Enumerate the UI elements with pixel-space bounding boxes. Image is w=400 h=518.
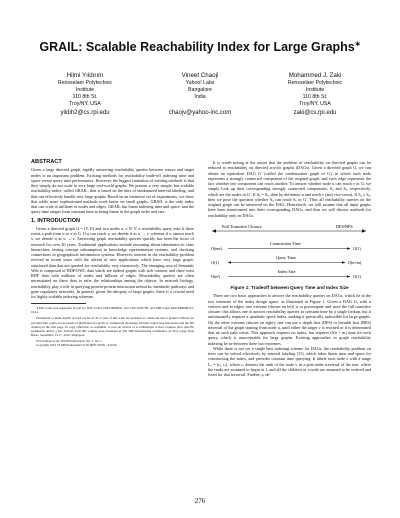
right-paragraph: It is worth noting at the outset that the problem of reachability on directed graphs can be reduced to reachability on directed acyclic graphs (DAGs). Given a directed graph G, we can obtain an equivalent DAG G′ (called the condensation graph of G), in which each node represents a strongly connected component of the original graph, and each edge represents the fact whether one component can reach another. To answer whether node u can reach v in G, we simply look up their corresponding strongly connected components, Sᵤ and Sᵥ, respectively, which are the nodes in G′. If Sᵤ = Sᵥ, then by definition u and reach v (and vice-versa). If Sᵤ ≠ Sᵥ, then we pose the question whether Sᵤ can reach Sᵥ in G′. Thus all reachability queries on the original graph can be answered on the DAG. Henceforth, we will assume that all input graphs have been transformed into their corresponding DAGs, and thus we will discuss methods for reachability only on DAGs. (208, 160, 371, 218)
author-block-1 (20, 72, 150, 117)
left-value-query: O(1) (211, 259, 219, 265)
title-footnote-mark: ∗ (354, 41, 361, 48)
spectrum-arrow-right-head (362, 229, 366, 232)
abstract-text: Given a large directed graph, rapidly answering reachability queries between source and target nodes is an important problem. Existing methods for reachability trade-off indexing time and space versus query time performance. However, the biggest limitation of existing methods is that they simply do not scale to very large real-world graphs. We present a very simple, but scalable reachability index, called GRAIL, that is based on the idea of randomized interval labeling, and that can effectively handle very large graphs. Based on an extensive set of experiments, we show that while more sophisticated methods work better on small graphs, GRAIL is the only index that can scale to millions of nodes and edges. GRAIL has linear indexing time and space, and the query time ranges from constant time to being linear in the graph order and size. (31, 167, 194, 215)
proceedings-line: Proceedings of the VLDB Endowment, Vol. 3, No. 1 (36, 338, 102, 343)
copyright-line: Copyright 2010 VLDB Endowment 2150-8097/10/09... $10.00. (36, 343, 118, 347)
title-text: GRAIL: Scalable Reachability Index for Large Graphs (39, 40, 355, 55)
author-affiliation-line: 110 8th St. (302, 94, 328, 100)
author-affiliation-line: India (194, 94, 206, 100)
spectrum-arrow-left-head (212, 229, 216, 232)
author-affiliation-line: Troy/NY, USA (299, 101, 331, 107)
arrow-query-head (342, 261, 345, 263)
abstract-heading: ABSTRACT (31, 159, 62, 165)
author-affiliation-line: Institute (75, 87, 95, 93)
figure-caption: Figure 1: Tradeoff between Query Time and Index Size (230, 285, 349, 290)
author-affiliation-line: 110 8th St. (72, 94, 98, 100)
row-label-construction: Construction Time (270, 240, 301, 246)
author-affiliation-line: Bangalore (188, 87, 212, 93)
author-affiliation-line: Troy/NY, USA (69, 101, 101, 107)
footnote-grant: ∗This work was supported in part by NSF Grants EMT-0829835, and CNS-0103708, and NIH Grant 1R01EB0080161-01A1. (31, 306, 194, 315)
right-paragraph: While there is not yet a single best indexing scheme for DAGs, the reachability problem on trees can be solved effectively by interval labeling [11], which takes linear time and space for constructing the index, and provides constant time querying. It labels each node v with a range Lᵥ = [rₓ, rᵥ], where rᵥ denotes the rank of the node v in a post-order traversal of the tree, where the ranks are assumed to begin at 1, and all the children of a node are assumed to be ordered and fixed for that traversal. Further, rₓ de- (208, 345, 371, 377)
author-name: Mohammed J. Zaki (288, 72, 342, 79)
author-block-2 (135, 72, 265, 117)
arrow-construction-head (347, 247, 350, 249)
intro-paragraph: Given a directed graph G = (V, E) and two nodes u, v ∈ V, a reachability query asks if there exists a path from u to v in G. If u can reach v, we denote it as u → v, whereas if u cannot reach v, we denote it as u ↛ v. Answering graph reachability queries quickly has been the focus of research for over 20 years. Traditional applications include reasoning about inheritance in class hierarchies, testing concept subsumption in knowledge representation systems, and checking connections in geographical information systems. However, interest in the reachability problem revived in recent years with the advent of new applications which have very large graph-structured data that are queried for reachability very extensively. The emerging area of Semantic Web is composed of RDF/OWL data which are indeed graphs with rich content, and there exist RDF data with millions of nodes and billions of edges. Reachability queries are often necessitated on these data to infer the relationships among the objects. In network biology, reachability play a role in querying protein-protein interaction networks, metabolic pathways and gene regulatory networks. In general, given the ubiquity of large graphs, there is a crucial need for highly scalable indexing schemes. (31, 225, 194, 299)
footnote-rule (31, 303, 86, 304)
author-email: chaojv@yahoo-inc.com (168, 110, 232, 116)
row-label-index: Index Size (278, 268, 296, 274)
page-number: 276 (194, 497, 206, 505)
author-affiliation-line: Rensselaer Polytechnic (287, 80, 343, 86)
left-value-construction: O(nm) (211, 245, 222, 251)
author-affiliation-line: Rensselaer Polytechnic (57, 80, 113, 86)
left-value-index: O(n²) (211, 273, 220, 279)
permission-notice: Permission to make digital or hard copies of all or part of this work for personal or classroom use is granted without fee provided that copies are not made or distributed for profit or commercial advantage and that copies bear this notice and the full citation on the first page. To copy otherwise, to republish, to post on servers or to redistribute to lists, requires prior specific permission and/or a fee. Articles from this volume were presented at The 36th International Conference on Very Large Data Bases, September 13-17, 2010, Singapore. (31, 316, 194, 337)
figure-1 (208, 222, 371, 291)
author-name: Vineet Chaoji (181, 72, 219, 79)
figure-left-label: Full Transitive Closure (222, 223, 262, 229)
intro-heading: 1. INTRODUCTION (31, 217, 81, 224)
right-value-index: O(1) (353, 273, 361, 279)
right-column (208, 160, 371, 377)
author-name: Hilmi Yıldırım (66, 72, 104, 79)
left-column (31, 158, 194, 347)
arrow-query-tail-head (228, 261, 231, 263)
paper-title (0, 40, 400, 54)
author-block-3 (250, 72, 380, 117)
author-affiliation-line: Institute (305, 87, 325, 93)
arrow-index-head (347, 275, 350, 277)
tradeoff-diagram (208, 222, 371, 284)
footnotes (31, 306, 194, 347)
right-paragraph: There are two basic approaches to answer the reachability queries on DAGs, which lie at the two extremes of the index design space, as illustrated in Figure 1. Given a DAG G, with n vertices and m edges, one extreme (shown on left) is to precompute and store the full transitive closure; this allows one to answer reachability queries in constant time by a single lookup, but it unfortunately requires a quadratic space index, making it practically unfeasible for large graphs. On the other extreme (shown on right), one can use a depth first (DFS) or breadth first (BFS) traversal of the graph starting from node u, until either the target v is reached or it is determined that no such path exists. This approach requires no index, but requires O(n + m) time for each query, which is unacceptable for large graphs. Existing approaches to graph reachability indexing lie in-between these two extremes. (208, 293, 371, 346)
figure-right-label: DFS/BFS (336, 223, 353, 229)
author-email: zaki@cs.rpi.edu (293, 110, 337, 116)
right-value-query: O(n+m) (348, 259, 362, 265)
row-label-query: Query Time (276, 254, 296, 260)
author-affiliation-line: Yahoo! Labs (185, 80, 215, 86)
author-email: yildih2@cs.rpi.edu (60, 110, 110, 116)
right-value-construction: O(1) (353, 245, 361, 251)
